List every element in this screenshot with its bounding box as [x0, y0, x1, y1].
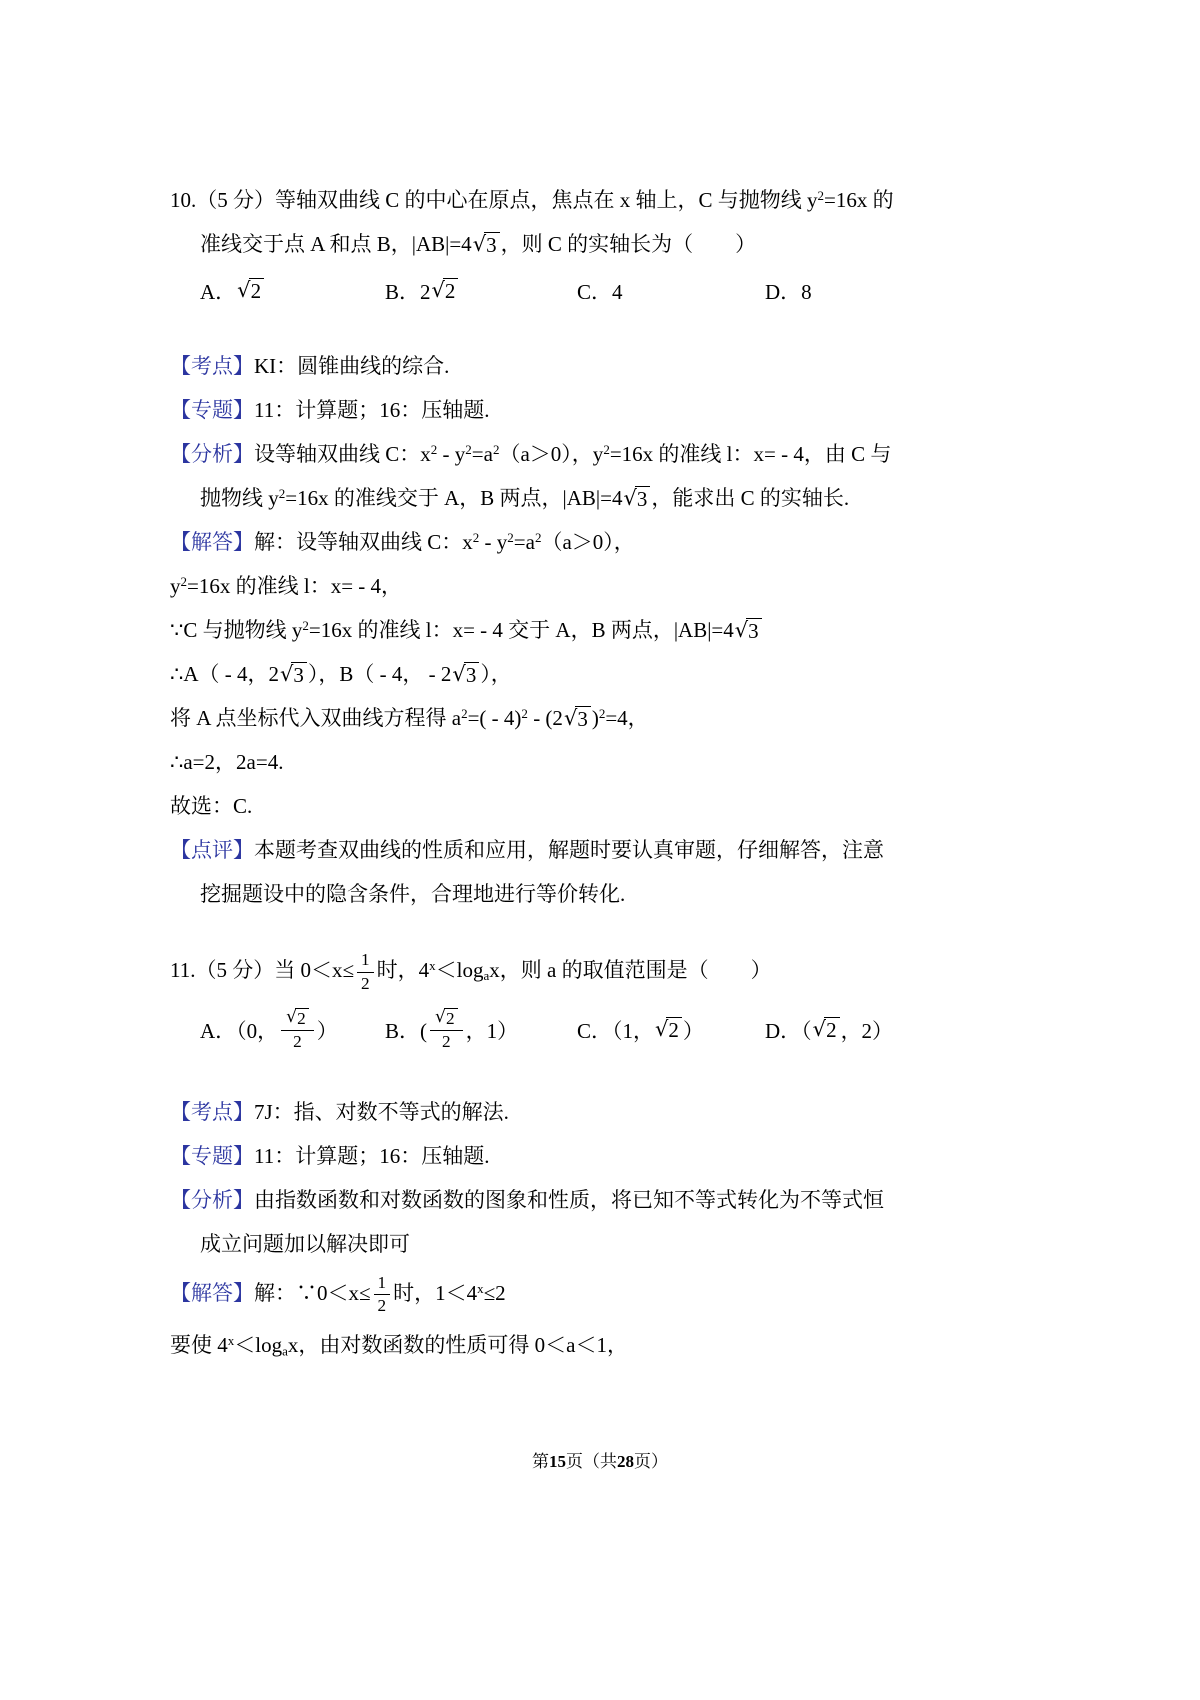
sqrt-expression: [655, 1017, 682, 1042]
fraction: [374, 1273, 391, 1317]
superscript: 2: [461, 705, 468, 721]
sqrt-expression: [280, 662, 307, 687]
p10-dianping-line2: 挖掘题设中的隐含条件，合理地进行等价转化.: [200, 882, 626, 906]
radical-sign-icon: √: [280, 662, 294, 686]
p10-fenxi-line2: 抛物线 $y^2=16x$ 的准线交于 A，B 两点，|AB|=4 √ 3 ，能求出 C 的实轴长.: [200, 485, 850, 511]
section-label: 【分析】: [170, 442, 254, 466]
superscript: x: [477, 1280, 484, 1296]
p11-fenxi-line1: 【分析】由指数函数和对数函数的图象和性质，将已知不等式转化为不等式恒: [170, 1187, 884, 1212]
p10-option-c: C．4: [577, 280, 623, 304]
radical-sign-icon: √: [431, 278, 445, 303]
superscript: 2: [521, 705, 528, 721]
radical-sign-icon: √: [734, 618, 749, 642]
p10-jieda-line2: $y^2=16x$ 的准线 l：x= - 4，: [170, 573, 403, 598]
superscript: 2: [278, 485, 286, 501]
p10-jieda-line3: ∵C 与抛物线 $y^2=16x$ 的准线 l：x= - 4 交于 A，B 两点，|AB|=4 √ 3: [170, 615, 970, 646]
radicand: 2: [824, 1017, 840, 1042]
section-label: 【点评】: [170, 838, 254, 862]
superscript: 2: [492, 441, 500, 457]
radical-sign-icon: √: [435, 1007, 446, 1028]
page-content: [170, 185, 970, 1374]
radicand: 3: [635, 486, 651, 511]
p11-jieda-line2: 要使 $4^x<\log_ax$，由对数函数的性质可得 0＜a＜1，: [170, 1332, 628, 1359]
sqrt-expression: [473, 232, 500, 257]
radicand: 2: [444, 1008, 458, 1029]
p10-jieda-line4: ∴A（ - 4，2 √ 3 ），B（ - 4， - 2 √ 3 ），: [170, 662, 512, 687]
radical-sign-icon: √: [812, 1017, 827, 1042]
p11-options: [170, 1007, 970, 1052]
section-label: 【专题】: [170, 1143, 254, 1168]
radical-sign-icon: √: [286, 1007, 298, 1028]
p10-jieda-line1: 【解答】解：设等轴双曲线 C：$x^2 - y^2=a^2(a>0)$，: [170, 529, 635, 554]
fraction: [281, 1007, 314, 1052]
fraction-numerator: [430, 1007, 463, 1031]
sqrt-expression: [452, 662, 479, 687]
p11-option-c: C．（1， √ 2 ）: [577, 1017, 704, 1044]
p10-stem-line2: 准线交于点 A 和点 B，|AB|=4 √ 3 ，则 C 的实轴长为（ ）: [200, 232, 757, 257]
section-label: 【专题】: [170, 398, 254, 422]
p10-jieda-line5: 将 A 点坐标代入双曲线方程得 $a^2=( - 4)^2 - (2$ √ 3 )$^2$=4，: [170, 705, 649, 731]
p11-zhuanti-line: 【专题】11：计算题；16：压轴题.: [170, 1143, 490, 1168]
section-label: 【考点】: [170, 354, 254, 378]
sqrt-expression: [735, 618, 762, 643]
fraction-denominator: 2: [293, 1032, 302, 1052]
p10-jieda-line7: 故选：C.: [170, 794, 253, 818]
section-label: 【解答】: [170, 1280, 254, 1305]
sqrt-expression: [813, 1017, 840, 1042]
fraction-denominator: 2: [361, 973, 370, 993]
radical-sign-icon: √: [655, 1017, 669, 1042]
bold-text: 28: [617, 1452, 634, 1471]
p10-option-b: B．2 √ 2: [385, 276, 577, 306]
p11-option-d: D．（ √ 2 ，2）: [765, 1017, 894, 1044]
fraction-numerator: 1: [374, 1273, 391, 1296]
p10-dianping-line1: 【点评】本题考查双曲线的性质和应用，解题时要认真审题，仔细解答，注意: [170, 838, 884, 862]
radical-sign-icon: √: [452, 662, 466, 686]
subscript: a: [483, 968, 490, 984]
superscript: x: [429, 957, 436, 973]
superscript: 2: [534, 529, 542, 545]
bold-text: 15: [549, 1452, 566, 1471]
radicand: 3: [484, 232, 500, 257]
radical-sign-icon: √: [237, 278, 251, 303]
p10-option-a: A． √ 2: [200, 276, 385, 306]
sqrt-expression: [286, 1008, 309, 1029]
superscript: 2: [302, 617, 309, 633]
section-label: 【考点】: [170, 1099, 254, 1124]
section-label: 【解答】: [170, 530, 254, 554]
radical-sign-icon: √: [472, 232, 487, 256]
sqrt-expression: [432, 278, 459, 303]
p11-option-b: B．( √ 2 2 ，1）: [385, 1007, 519, 1052]
radicand: 3: [746, 618, 762, 643]
p10-stem-line1: 10.（5 分）等轴双曲线 C 的中心在原点，焦点在 x 轴上，C 与抛物线 $y^2=16x$ 的: [170, 187, 894, 212]
radical-sign-icon: √: [563, 706, 578, 730]
fraction-denominator: 2: [377, 1296, 387, 1316]
p10-kaodian-line: 【考点】KI：圆锥曲线的综合.: [170, 354, 450, 378]
p10-options: [170, 273, 970, 309]
sqrt-expression: [564, 706, 591, 731]
fraction-denominator: 2: [441, 1032, 451, 1052]
p11-stem-line1: 11.（5 分）当 0＜x≤ $\frac{1}{2}$ 时，$4^x<\log_ax$，则 a 的取值范围是（ ）: [170, 950, 772, 993]
superscript: 2: [180, 573, 188, 589]
subscript: a: [282, 1343, 288, 1359]
radicand: 2: [295, 1008, 309, 1029]
radical-sign-icon: √: [623, 486, 637, 510]
superscript: 2: [465, 441, 472, 457]
superscript: 2: [817, 187, 825, 203]
section-label: 【分析】: [170, 1187, 254, 1212]
radicand: 3: [291, 662, 307, 687]
p10-jieda-line6: ∴a=2，2a=4.: [170, 750, 284, 774]
p11-option-a: A．（0， √ 2 2 ）: [200, 1007, 338, 1052]
page-footer: 第15页（共28页）: [532, 1452, 668, 1471]
superscript: 2: [598, 705, 606, 721]
radicand: 2: [443, 278, 459, 303]
radicand: 3: [575, 706, 591, 731]
sqrt-expression: [623, 486, 650, 511]
superscript: 2: [603, 441, 610, 457]
radicand: 3: [464, 662, 480, 687]
radicand: 2: [249, 278, 265, 303]
sqrt-expression: [435, 1008, 458, 1029]
p11-fenxi-line2: 成立问题加以解决即可: [200, 1231, 410, 1256]
radicand: 2: [666, 1017, 682, 1042]
fraction: [357, 950, 374, 994]
superscript: x: [227, 1332, 235, 1348]
fraction-numerator: [281, 1007, 314, 1031]
p11-jieda-line1: 【解答】解：∵0＜x≤ $\frac{1}{2}$ 时，$1<4^x\le 2$: [170, 1272, 506, 1316]
p10-zhuanti-line: 【专题】11：计算题；16：压轴题.: [170, 398, 490, 422]
fraction: [430, 1007, 463, 1052]
superscript: 2: [472, 529, 480, 545]
fraction-numerator: 1: [357, 950, 374, 973]
p11-kaodian-line: 【考点】7J：指、对数不等式的解法.: [170, 1099, 509, 1124]
superscript: 2: [430, 441, 438, 457]
p10-fenxi-line1: 【分析】设等轴双曲线 C：$x^2 - y^2=a^2(a>0)$，$y^2=16x$ 的准线 l：x= - 4，由 C 与: [170, 441, 892, 466]
sqrt-expression: [237, 278, 264, 303]
superscript: 2: [507, 529, 514, 545]
p10-option-d: D．8: [765, 280, 812, 304]
